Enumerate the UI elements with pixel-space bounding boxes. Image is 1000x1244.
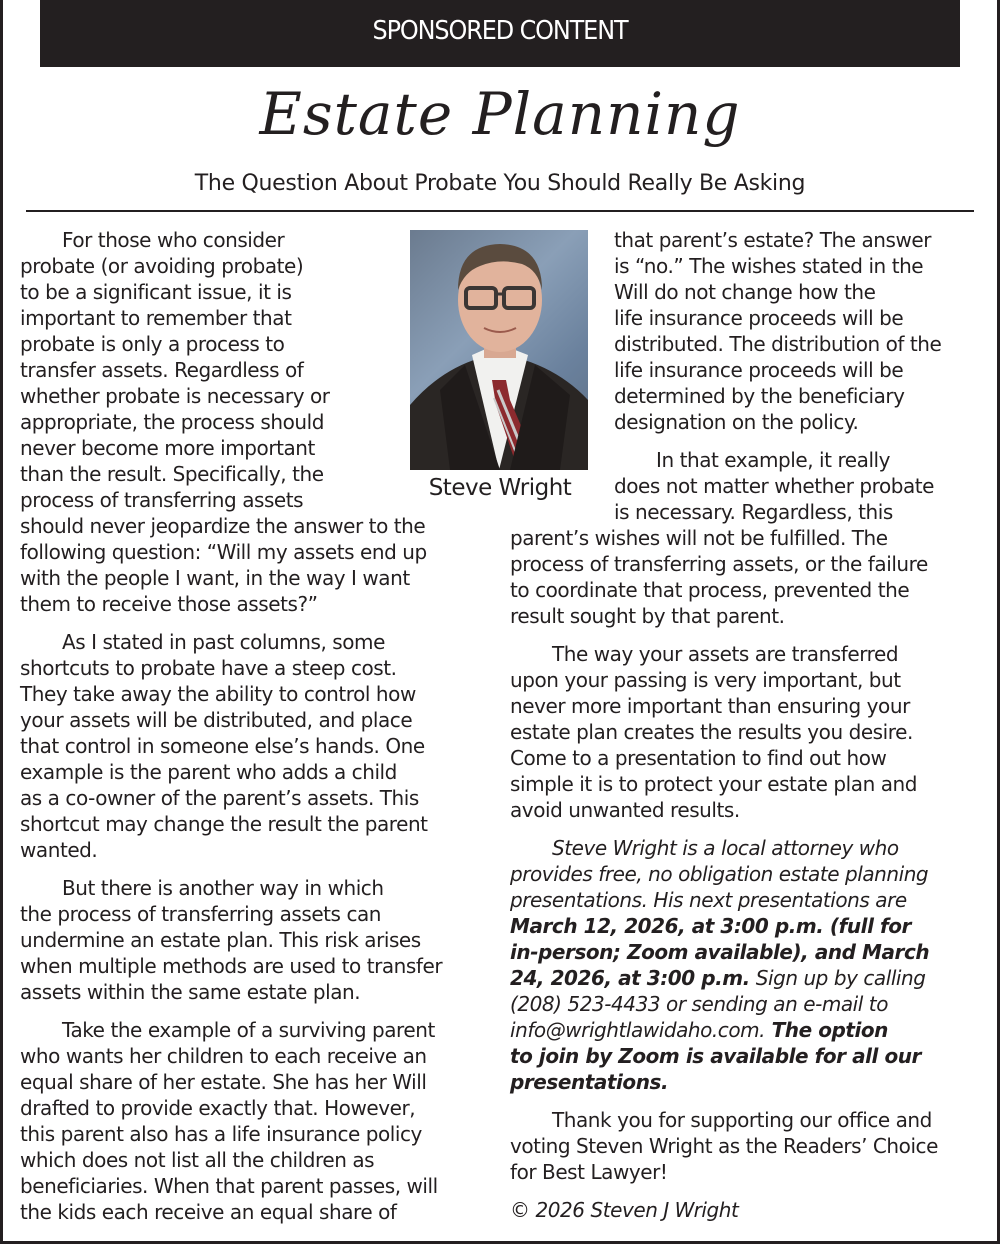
text-line: the process of transferring assets can — [20, 902, 382, 926]
presentation-date-1-note: in-person; Zoom available), and March — [510, 940, 930, 964]
presentation-date-1: March 12, 2026, at 3:00 p.m. (full for — [510, 914, 911, 938]
text-line: shortcut may change the result the parent — [20, 812, 428, 836]
text-line: undermine an estate plan. This risk arises — [20, 928, 421, 952]
text-line: that control in someone else’s hands. One — [20, 734, 425, 758]
email-link[interactable]: info@wrightlawidaho.com. — [510, 1018, 766, 1042]
text-line: life insurance proceeds will be — [614, 306, 904, 330]
paragraph-transfer-importance — [510, 641, 980, 823]
text-line: The way your assets are transferred — [552, 642, 899, 666]
text-line: parent’s wishes will not be fulfilled. The — [510, 526, 888, 550]
text-line: probate is only a process to — [20, 332, 285, 356]
text-line: when multiple methods are used to transfer — [20, 954, 443, 978]
text-line: is necessary. Regardless, this — [614, 500, 893, 524]
left-column — [20, 227, 480, 1225]
author-photo-caption: Steve Wright — [428, 475, 572, 501]
text-line: to be a significant issue, it is — [20, 280, 292, 304]
paragraph-in-that-example — [510, 447, 980, 629]
text-line: than the result. Specifically, the — [20, 462, 324, 486]
sponsored-banner: SPONSORED CONTENT — [40, 0, 960, 67]
text-line: shortcuts to probate have a steep cost. — [20, 656, 397, 680]
paragraph-intro — [20, 227, 480, 617]
copyright-notice: © 2026 Steven J Wright — [510, 1198, 739, 1222]
right-column — [510, 227, 980, 1223]
text-line: beneficiaries. When that parent passes, will — [20, 1174, 438, 1198]
text-line: which does not list all the children as — [20, 1148, 375, 1172]
title-divider — [26, 210, 974, 212]
text-line: wanted. — [20, 838, 98, 862]
article-subtitle: The Question About Probate You Should Really Be Asking — [194, 171, 806, 196]
text-line: process of transferring assets — [20, 488, 304, 512]
text-line: to coordinate that process, prevented the — [510, 578, 910, 602]
text-line: In that example, it really — [656, 448, 891, 472]
text-line: designation on the policy. — [614, 410, 859, 434]
text-line: estate plan creates the results you desire. — [510, 720, 913, 744]
text-line: provides free, no obligation estate planning — [510, 862, 929, 886]
text-line: drafted to provide exactly that. However, — [20, 1096, 416, 1120]
paragraph-another-way — [20, 875, 480, 1005]
text-line: voting Steven Wright as the Readers’ Choice — [510, 1134, 938, 1158]
text-line: as a co-owner of the parent’s assets. This — [20, 786, 419, 810]
text-line: for Best Lawyer! — [510, 1160, 668, 1184]
text-line: Steve Wright is a local attorney who — [552, 836, 899, 860]
text-line: important to remember that — [20, 306, 292, 330]
text-line: never more important than ensuring your — [510, 694, 910, 718]
text-line: avoid unwanted results. — [510, 798, 740, 822]
paragraph-example — [20, 1017, 480, 1225]
paragraph-shortcuts — [20, 629, 480, 863]
text-line: Will do not change how the — [614, 280, 876, 304]
text-line: that parent’s estate? The answer — [614, 228, 931, 252]
text-line: example is the parent who adds a child — [20, 760, 397, 784]
text-line: Come to a presentation to find out how — [510, 746, 887, 770]
text-line: Take the example of a surviving parent — [62, 1018, 435, 1042]
text-line: is “no.” The wishes stated in the — [614, 254, 924, 278]
text-line: appropriate, the process should — [20, 410, 324, 434]
text-line: them to receive those assets?” — [20, 592, 318, 616]
text-line: whether probate is necessary or — [20, 384, 330, 408]
text-line: determined by the beneficiary — [614, 384, 905, 408]
text-line: probate (or avoiding probate) — [20, 254, 304, 278]
text-line: your assets will be distributed, and place — [20, 708, 413, 732]
text-line: who wants her children to each receive an — [20, 1044, 427, 1068]
text-line: should never jeopardize the answer to the — [20, 514, 426, 538]
text-line: with the people I want, in the way I want — [20, 566, 410, 590]
text-line: this parent also has a life insurance policy — [20, 1122, 422, 1146]
text-line: Thank you for supporting our office and — [552, 1108, 932, 1132]
text-line: assets within the same estate plan. — [20, 980, 361, 1004]
text-line: presentations. — [510, 1070, 669, 1094]
text-line: process of transferring assets, or the failure — [510, 552, 928, 576]
text-line: simple it is to protect your estate plan and — [510, 772, 917, 796]
text-line: does not matter whether probate — [614, 474, 935, 498]
text-line: As I stated in past columns, some — [62, 630, 385, 654]
paragraph-thank-you — [510, 1107, 980, 1185]
text-line: They take away the ability to control how — [20, 682, 416, 706]
text-line: transfer assets. Regardless of — [20, 358, 304, 382]
text-line: upon your passing is very important, but — [510, 668, 901, 692]
author-bio — [510, 835, 980, 1095]
phone-number: (208) 523-4433 or sending an e-mail to — [510, 992, 888, 1016]
text-line: distributed. The distribution of the — [614, 332, 942, 356]
text-line: the kids each receive an equal share of — [20, 1200, 397, 1224]
text-line: result sought by that parent. — [510, 604, 785, 628]
text-line: to join by Zoom is available for all our — [510, 1044, 921, 1068]
text-line: But there is another way in which — [62, 876, 384, 900]
paragraph-answer — [510, 227, 980, 435]
article-title: Estate Planning — [259, 80, 741, 148]
text-line: presentations. His next presentations are — [510, 888, 907, 912]
text-line: never become more important — [20, 436, 315, 460]
text-line: Sign up by calling — [749, 966, 926, 990]
presentation-date-2: 24, 2026, at 3:00 p.m. — [510, 966, 750, 990]
text-line: For those who consider — [62, 228, 285, 252]
text-line: life insurance proceeds will be — [614, 358, 904, 382]
text-line: The option — [765, 1018, 888, 1042]
text-line: equal share of her estate. She has her Will — [20, 1070, 427, 1094]
text-line: following question: “Will my assets end up — [20, 540, 427, 564]
